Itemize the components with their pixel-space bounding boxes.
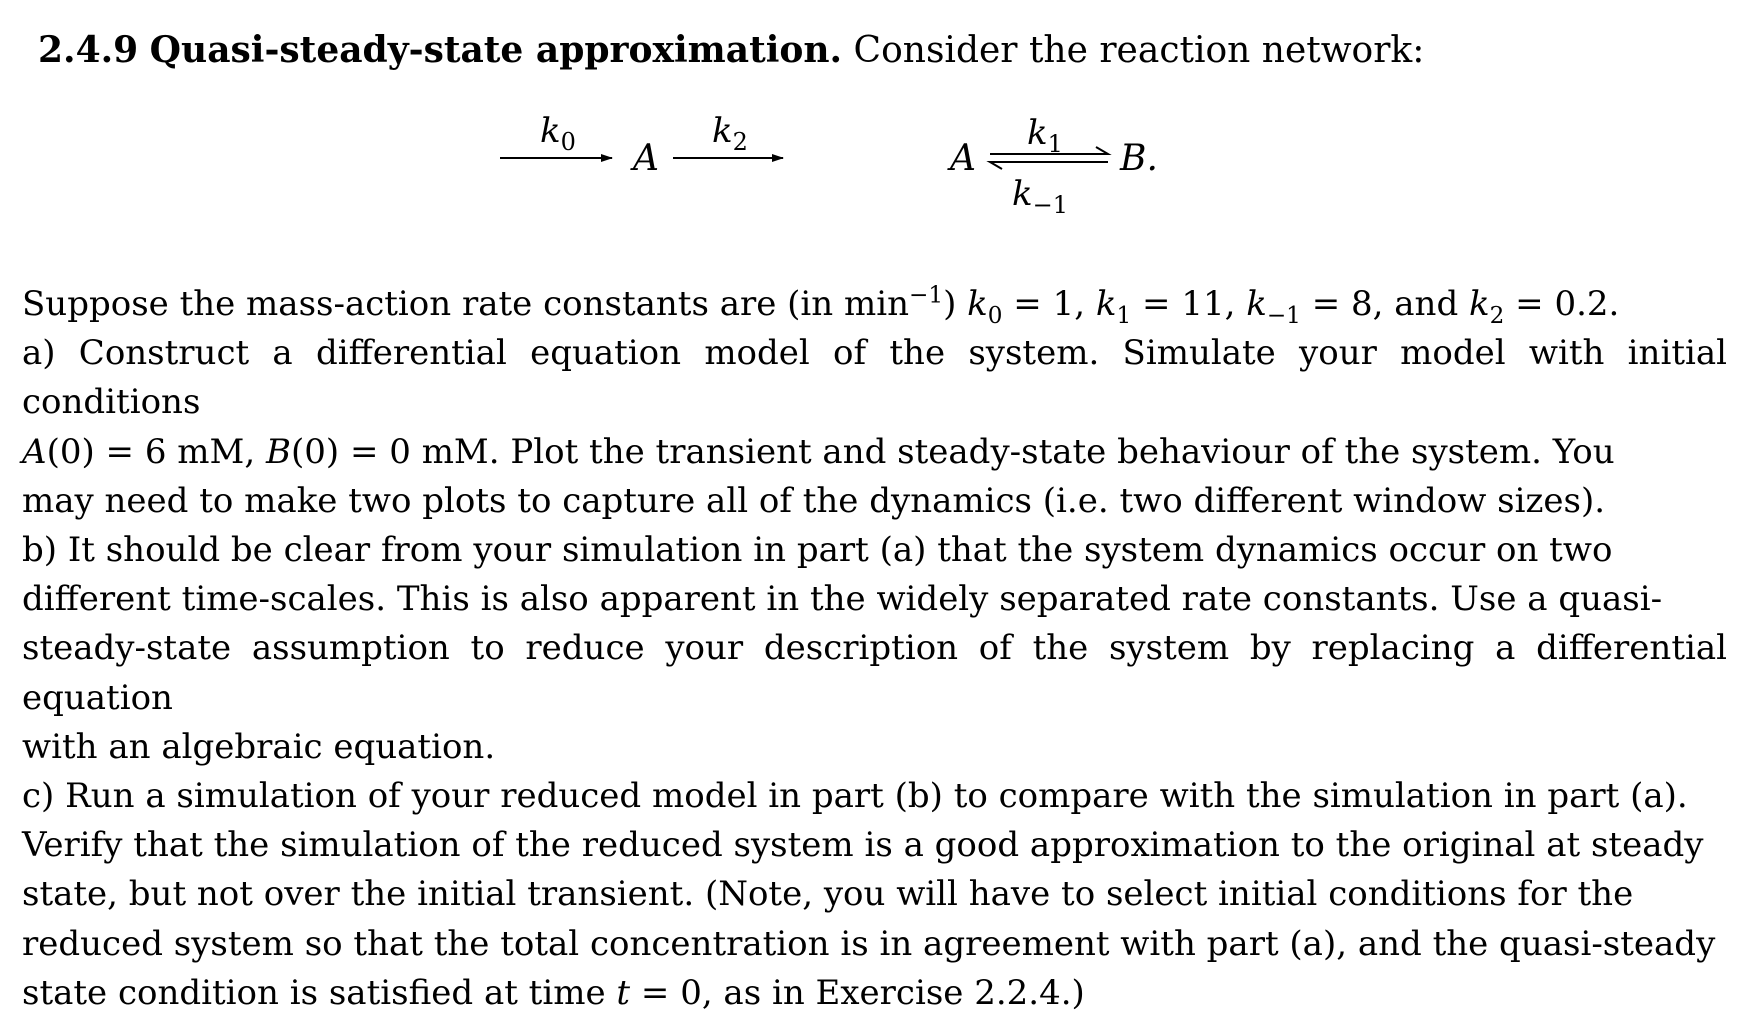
part-c-line-4: reduced system so that the total concentration is in agreement with part (a), and the quasi-steady — [22, 923, 1716, 964]
part-c-line-2: Verify that the simulation of the reduced system is a good approximation to the original at steady — [22, 825, 1704, 866]
part-a-line-1: a) Construct a differential equation model of the system. Simulate your model with initial conditions — [22, 333, 1727, 423]
part-c-line-1: c) Run a simulation of your reduced model in part (b) to compare with the simulation in part (a). — [22, 776, 1688, 817]
part-b-line-3: steady-state assumption to reduce your description of the system by replacing a differential equation — [22, 628, 1727, 718]
rate-label-k0: $k_0$ — [540, 111, 576, 156]
reaction-network-diagram — [0, 110, 1749, 220]
exercise-title: Quasi-steady-state approximation. — [149, 29, 843, 71]
species-A-reaction2: A — [950, 138, 976, 179]
part-c-line-5: state condition is satisfied at time t = 0, as in Exercise 2.2.4.) — [22, 972, 1085, 1013]
part-b-line-4: with an algebraic equation. — [22, 726, 496, 767]
part-a-line-2: A(0) = 6 mM, B(0) = 0 mM. Plot the transient and steady-state behaviour of the system. You — [22, 431, 1615, 472]
rate-label-k1: $k_1$ — [1027, 113, 1063, 158]
exercise-body — [22, 280, 1727, 1018]
part-b-line-2: different time-scales. This is also apparent in the widely separated rate constants. Use a quasi- — [22, 579, 1663, 620]
rate-label-k-minus-1: $k_{-1}$ — [1012, 174, 1068, 219]
backward-harpoon — [990, 162, 1108, 169]
species-A-reaction1: A — [633, 138, 659, 179]
exercise-heading — [38, 28, 1424, 73]
part-b-line-1: b) It should be clear from your simulation in part (a) that the system dynamics occur on two — [22, 530, 1613, 571]
part-c-line-3: state, but not over the initial transient. (Note, you will have to select initial conditions for the — [22, 874, 1634, 915]
species-B: B. — [1120, 138, 1158, 179]
rate-label-k2: $k_2$ — [712, 111, 748, 156]
exercise-lead: Consider the reaction network: — [853, 30, 1425, 71]
exercise-number: 2.4.9 — [38, 29, 139, 71]
intro-line: Suppose the mass-action rate constants are (in $\min^{-1}$) $k_0 = 1$, $k_1 = 11$, $k_{-1} = 8$, and $k_2 = 0.2$. — [22, 282, 1620, 329]
part-a-line-3: may need to make two plots to capture all of the dynamics (i.e. two different window sizes). — [22, 480, 1606, 521]
